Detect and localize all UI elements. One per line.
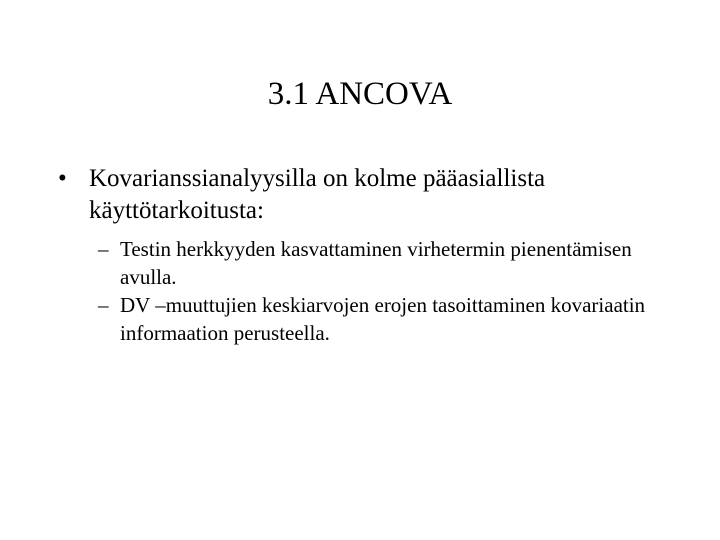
dash-marker-icon: – [98,293,109,317]
bullet-list [58,163,678,347]
dash-marker-icon: – [98,237,109,261]
sub-bullet-text: DV –muuttujien keskiarvojen erojen tasoittaminen kovariaatin informaation perusteella. [120,293,646,345]
bullet-text: Kovarianssianalyysilla on kolme pääasiallista käyttötarkoitusta: [89,165,546,224]
bullet-item [58,163,678,227]
sub-bullet-text: Testin herkkyyden kasvattaminen virhetermin pienentämisen avulla. [120,237,632,289]
sub-bullet-item [98,291,678,347]
sub-bullet-item [98,235,678,291]
bullet-marker-icon: • [58,165,67,192]
sub-bullet-list [98,235,678,347]
slide-title: 3.1 ANCOVA [267,76,453,112]
